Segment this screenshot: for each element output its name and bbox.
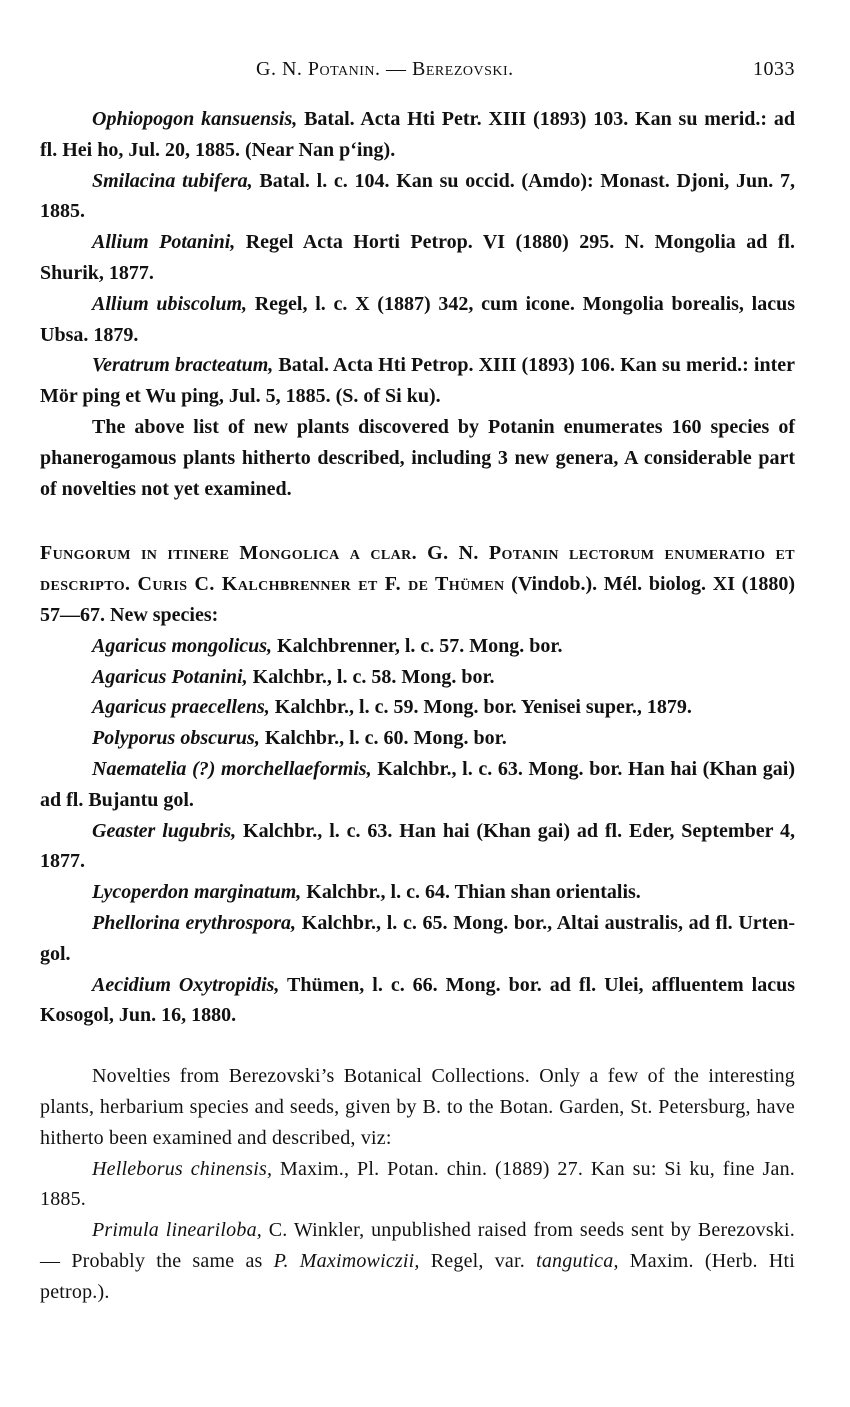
species-citation: Kalchbr., l. c. 59. Mong. bor. Yenisei super., 1879. [269, 696, 692, 719]
species-entry [40, 662, 795, 693]
running-head: G. N. Potanin. — Berezovski. [256, 58, 514, 80]
species-entry [40, 227, 795, 289]
reference-species-name: P. Maximowiczii, [273, 1249, 420, 1272]
section-heading [40, 538, 795, 630]
heading-title: Fungorum in itinere Mongolica a clar. G. N. Potanin lectorum enumeratio et descripto. Curis C. Kalchbrenner et F. de Thümen [40, 542, 795, 596]
species-name: Geaster lugubris, [92, 819, 237, 842]
species-name: Allium Potanini, [92, 231, 236, 254]
species-entry [40, 816, 795, 878]
species-name: Phellorina erythrospora, [92, 911, 297, 934]
species-entry [40, 877, 795, 908]
species-name: Helleborus chinensis, [92, 1157, 273, 1180]
species-entry [40, 350, 795, 412]
page-number: 1033 [753, 58, 795, 80]
species-citation: Kalchbr., l. c. 64. Thian shan orientalis. [301, 881, 641, 904]
page-body [40, 104, 795, 1307]
species-entry [40, 723, 795, 754]
species-name: Naematelia (?) morchellaeformis, [92, 757, 372, 780]
species-entry [40, 908, 795, 970]
species-entry [40, 631, 795, 662]
species-entry [40, 1154, 795, 1216]
species-citation: Kalchbr., l. c. 63. Mong. bor. Han hai (Khan gai) ad fl. Bujantu gol. [40, 757, 795, 811]
species-citation: Batal. Acta Hti Petr. XIII (1893) 103. Kan su merid.: ad fl. Hei ho, Jul. 20, 1885. (Near Nan p‘ing). [40, 108, 795, 161]
variety-name: tangutica [536, 1249, 614, 1272]
species-name: Agaricus mongolicus, [92, 634, 273, 657]
species-entry [40, 692, 795, 723]
species-name: Primula lineariloba, [92, 1219, 262, 1242]
species-name: Ophiopogon kansuensis, [92, 108, 298, 130]
species-entry [40, 754, 795, 816]
species-name: Agaricus Potanini, [92, 665, 248, 688]
species-citation: Kalchbr., l. c. 58. Mong. bor. [247, 665, 495, 688]
species-name: Lycoperdon marginatum, [92, 881, 302, 904]
species-citation: Thümen, l. c. 66. Mong. bor. ad fl. Ulei, affluentem lacus Kosogol, Jun. 16, 1880. [40, 973, 796, 1027]
section-new-plants [40, 104, 795, 504]
species-citation: Regel Acta Horti Petrop. VI (1880) 295. N. Mongolia ad fl. Shurik, 1877. [40, 231, 795, 284]
species-entry [40, 970, 795, 1032]
species-citation-end: , Maxim. (Herb. Hti petrop.). [40, 1249, 796, 1303]
page-header [40, 58, 795, 96]
species-name: Polyporus obscurus, [92, 727, 260, 750]
species-entry [40, 166, 795, 228]
species-citation: Kalchbr., l. c. 63. Han hai (Khan gai) ad fl. Eder, September 4, 1877. [40, 819, 795, 873]
species-citation: Kalchbr., l. c. 60. Mong. bor. [259, 727, 507, 750]
species-entry [40, 104, 795, 166]
species-citation: Kalchbr., l. c. 65. Mong. bor., Altai australis, ad fl. Urten-gol. [40, 911, 796, 965]
species-name: Agaricus praecellens, [92, 696, 270, 719]
summary-paragraph: The above list of new plants discovered by Potanin enumerates 160 species of phanerogamous plants hitherto described, including 3 new genera, A considerable part of novelties not yet examined. [40, 415, 795, 500]
species-citation: C. Winkler, unpublished raised from seeds sent by Berezovski. — Probably the same as [40, 1219, 795, 1272]
species-name: Veratrum bracteatum, [92, 354, 274, 377]
species-citation: Maxim., Pl. Potan. chin. (1889) 27. Kan su: Si ku, fine Jan. 1885. [40, 1157, 796, 1211]
species-name: Smilacina tubifera, [92, 169, 253, 192]
heading-citation: (Vindob.). Mél. biolog. XI (1880) 57—67. New species: [40, 573, 795, 626]
section-berezovski [40, 1061, 795, 1307]
species-entry [40, 289, 795, 351]
species-citation: Batal. l. c. 104. Kan su occid. (Amdo): Monast. Djoni, Jun. 7, 1885. [40, 169, 795, 223]
species-citation: Regel, l. c. X (1887) 342, cum icone. Mongolia borealis, lacus Ubsa. 1879. [40, 292, 795, 346]
section-fungi [40, 538, 795, 1031]
species-citation: Kalchbrenner, l. c. 57. Mong. bor. [272, 634, 563, 657]
species-name: Allium ubiscolum, [92, 292, 247, 315]
intro-paragraph: Novelties from Berezovski’s Botanical Collections. Only a few of the interesting plants, herbarium species and seeds, given by B. to the Botan. Garden, St. Petersburg, have hitherto been examined and described, viz: [40, 1065, 795, 1149]
species-name: Aecidium Oxytropidis, [92, 973, 280, 996]
species-citation-cont: Regel, var. [419, 1249, 537, 1272]
species-citation: Batal. Acta Hti Petrop. XIII (1893) 106. Kan su merid.: inter Mör ping et Wu ping, Jul. 5, 1885. (S. of Si ku). [40, 354, 795, 408]
species-entry [40, 1215, 795, 1307]
